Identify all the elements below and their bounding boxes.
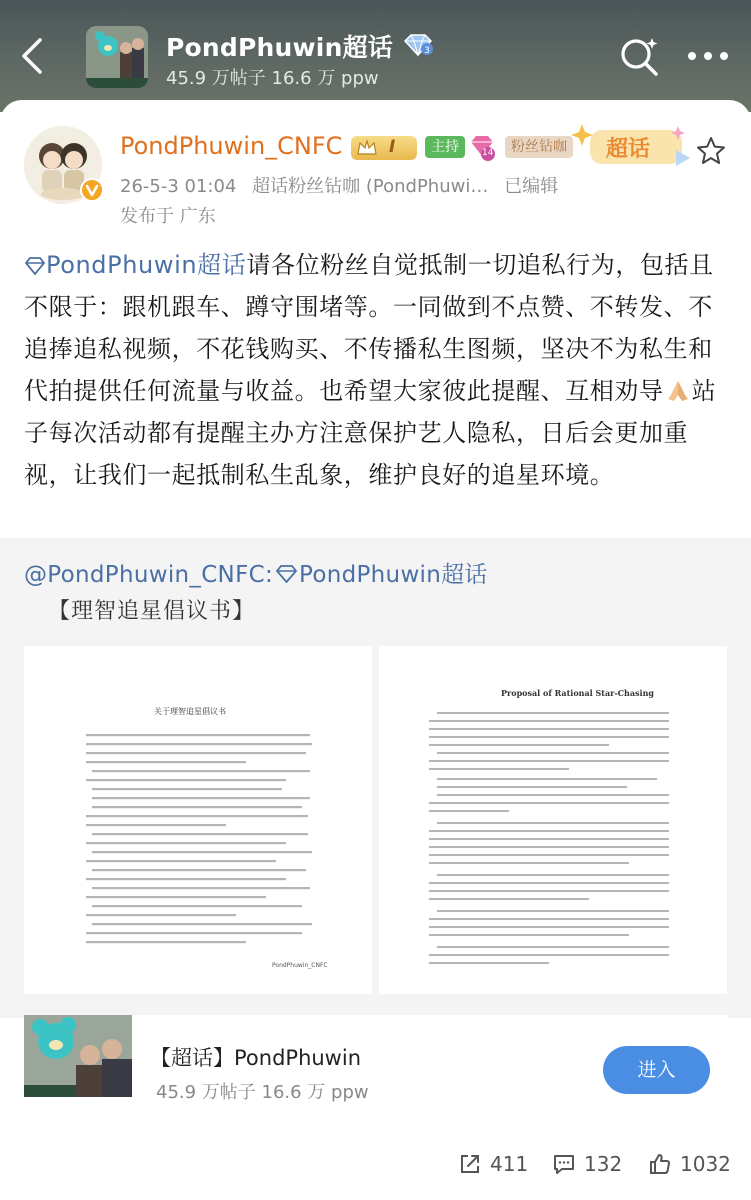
- like-button[interactable]: [648, 1150, 731, 1178]
- author-name[interactable]: PondPhuwin_CNFC: [120, 132, 343, 160]
- supertopic-badge: [572, 120, 692, 172]
- enter-button[interactable]: 进入: [603, 1046, 710, 1094]
- post-location: 发布于 广东: [120, 206, 216, 227]
- member-level-badge: [351, 136, 417, 160]
- member-level-label: I: [389, 137, 396, 157]
- favorite-button[interactable]: [696, 136, 726, 166]
- mascot-avatar-image: [86, 26, 148, 88]
- praying-hands-icon: [664, 374, 692, 398]
- search-icon: [618, 36, 660, 78]
- share-button[interactable]: [458, 1150, 528, 1178]
- document-signature: PondPhuwin_CNFC: [272, 962, 328, 969]
- fan-badge: 粉丝钻咖: [505, 136, 573, 158]
- diamond-icon: [24, 257, 46, 275]
- like-count: 1032: [680, 1152, 731, 1176]
- post-time: 26-5-3 01:04: [120, 176, 237, 197]
- retweet-title: 【理智追星倡议书】: [48, 599, 256, 624]
- back-chevron-icon: [14, 36, 50, 76]
- comment-button[interactable]: [552, 1150, 622, 1178]
- supertopic-thumbnail-image: [24, 1015, 132, 1097]
- share-icon: [458, 1152, 482, 1176]
- supertopic-stats: 45.9 万帖子 16.6 万 ppw: [166, 68, 379, 89]
- supertopic-badge-label: 超话: [606, 137, 651, 162]
- document-text-lines: [379, 646, 727, 994]
- star-icon: [696, 136, 726, 166]
- topic-link-label: PondPhuwin超话: [46, 251, 247, 279]
- topic-link[interactable]: [24, 251, 246, 279]
- svg-text:3: 3: [424, 46, 430, 56]
- post-text-part2: 站子每次活动都有提醒主办方注意保护艺人隐私，日后会更加重视，让我们一起抵制私生乱象，维护良好的追星环境。: [24, 377, 717, 489]
- crown-icon: [355, 136, 379, 160]
- document-image-chinese[interactable]: [24, 646, 372, 994]
- edited-label: 已编辑: [504, 176, 559, 197]
- comment-count: 132: [584, 1152, 623, 1176]
- thumbs-up-icon: [648, 1152, 672, 1176]
- supertopic-thumbnail[interactable]: [24, 1015, 132, 1097]
- supertopic-card-stats: 45.9 万帖子 16.6 万 ppw: [156, 1082, 369, 1103]
- more-button[interactable]: [686, 48, 730, 64]
- post-source[interactable]: 超话粉丝钻咖 (PondPhuwi…: [252, 176, 489, 197]
- post-text-part1: 请各位粉丝自觉抵制一切追私行为，包括且不限于：跟机跟车、蹲守围堵等。一同做到不点赞、不转发、不追捧追私视频，不花钱购买、不传播私生图频，坚决不为私生和代拍提供任何流量与收益。也希望大家彼此提醒、互相劝导: [24, 251, 714, 405]
- verified-icon: [80, 178, 104, 202]
- fan-level-badge: [467, 132, 497, 162]
- supertopic-avatar[interactable]: [86, 26, 148, 88]
- supertopic-name[interactable]: 【超话】PondPhuwin: [150, 1046, 362, 1070]
- fan-level-number: 14: [482, 148, 494, 158]
- document-heading: Proposal of Rational Star-Chasing: [501, 688, 654, 698]
- document-text-lines: [24, 646, 372, 994]
- post-meta: [120, 172, 568, 198]
- page-title: PondPhuwin超话: [166, 33, 393, 62]
- retweet-topic-link[interactable]: PondPhuwin超话: [299, 562, 488, 588]
- back-button[interactable]: [14, 36, 50, 76]
- retweet-header: [24, 556, 488, 589]
- search-button[interactable]: [618, 36, 660, 78]
- host-badge: 主持: [425, 136, 465, 158]
- diamond-icon: [275, 565, 299, 583]
- post-text: [24, 244, 730, 496]
- diamond-badge-icon: [402, 33, 434, 57]
- share-count: 411: [490, 1152, 529, 1176]
- more-dots-icon: [686, 48, 730, 64]
- retweet-mention[interactable]: @PondPhuwin_CNFC:: [24, 562, 274, 588]
- comment-icon: [552, 1152, 576, 1176]
- document-heading: 关于理智追星倡议书: [154, 707, 226, 716]
- document-image-english[interactable]: [379, 646, 727, 994]
